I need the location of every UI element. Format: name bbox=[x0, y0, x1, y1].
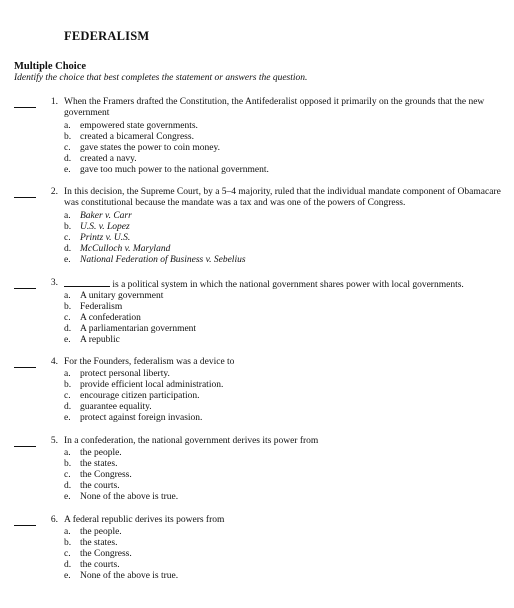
section-heading: Multiple Choice bbox=[14, 61, 87, 72]
choice-letter: c. bbox=[64, 233, 71, 243]
choice-letter: a. bbox=[64, 527, 71, 537]
choice-a bbox=[64, 369, 502, 380]
choice-e bbox=[64, 492, 502, 503]
choice-d bbox=[64, 324, 502, 335]
choice-text: guarantee equality. bbox=[80, 402, 152, 412]
choice-text: created a navy. bbox=[80, 154, 137, 164]
choice-text: A republic bbox=[80, 335, 120, 345]
choice-a bbox=[64, 291, 502, 302]
choice-list bbox=[64, 448, 502, 503]
question-number: 6. bbox=[50, 515, 58, 525]
answer-blank[interactable] bbox=[14, 446, 36, 447]
choice-letter: c. bbox=[64, 313, 71, 323]
choice-letter: b. bbox=[64, 538, 72, 548]
choice-text: A confederation bbox=[80, 313, 141, 323]
question-stem bbox=[64, 278, 502, 291]
choice-c bbox=[64, 549, 502, 560]
question-stem-text: is a political system in which the national government shares power with local governments. bbox=[112, 280, 464, 290]
choice-text: National Federation of Business v. Sebelius bbox=[80, 255, 246, 265]
choice-text: the Congress. bbox=[80, 470, 132, 480]
question-stem: In this decision, the Supreme Court, by a 5–4 majority, ruled that the individual mandate component of Obamacare was constitutional because the mandate was a tax and was one of the powers of Congress. bbox=[64, 187, 501, 208]
choice-c bbox=[64, 143, 502, 154]
choice-letter: a. bbox=[64, 369, 71, 379]
answer-blank[interactable] bbox=[14, 107, 36, 108]
question-stem: For the Founders, federalism was a device to bbox=[64, 357, 235, 367]
question-number: 4. bbox=[50, 357, 58, 367]
choice-text: the states. bbox=[80, 459, 118, 469]
choice-e bbox=[64, 413, 502, 424]
choice-c bbox=[64, 233, 502, 244]
choice-a bbox=[64, 121, 502, 132]
choice-a bbox=[64, 211, 502, 222]
choice-list bbox=[64, 211, 502, 266]
choice-text: McCulloch v. Maryland bbox=[80, 244, 171, 254]
answer-blank[interactable] bbox=[14, 197, 36, 198]
answer-blank[interactable] bbox=[14, 525, 36, 526]
choice-letter: b. bbox=[64, 132, 72, 142]
choice-letter: c. bbox=[64, 391, 71, 401]
choice-letter: c. bbox=[64, 143, 71, 153]
choice-text: the people. bbox=[80, 527, 122, 537]
choice-c bbox=[64, 391, 502, 402]
choice-letter: a. bbox=[64, 121, 71, 131]
choice-b bbox=[64, 222, 502, 233]
choice-text: created a bicameral Congress. bbox=[80, 132, 194, 142]
choice-b bbox=[64, 538, 502, 549]
choice-d bbox=[64, 244, 502, 255]
choice-letter: c. bbox=[64, 470, 71, 480]
choice-text: A unitary government bbox=[80, 291, 164, 301]
choice-text: gave too much power to the national government. bbox=[80, 165, 269, 175]
choice-a bbox=[64, 448, 502, 459]
choice-d bbox=[64, 402, 502, 413]
question-stem: When the Framers drafted the Constitution, the Antifederalist opposed it primarily on the grounds that the new government bbox=[64, 97, 485, 118]
answer-blank[interactable] bbox=[14, 367, 36, 368]
choice-letter: d. bbox=[64, 244, 72, 254]
choice-letter: d. bbox=[64, 481, 72, 491]
choice-d bbox=[64, 154, 502, 165]
choice-letter: e. bbox=[64, 413, 71, 423]
page-title: FEDERALISM bbox=[64, 29, 150, 43]
choice-letter: a. bbox=[64, 211, 71, 221]
choice-letter: b. bbox=[64, 380, 72, 390]
choice-text: None of the above is true. bbox=[80, 492, 179, 502]
choice-text: the people. bbox=[80, 448, 122, 458]
choice-letter: d. bbox=[64, 560, 72, 570]
choice-e bbox=[64, 165, 502, 176]
choice-c bbox=[64, 470, 502, 481]
choice-text: gave states the power to coin money. bbox=[80, 143, 220, 153]
choice-letter: e. bbox=[64, 165, 71, 175]
choice-text: empowered state governments. bbox=[80, 121, 198, 131]
choice-text: Federalism bbox=[80, 302, 123, 312]
choice-text: the courts. bbox=[80, 560, 120, 570]
choice-text: None of the above is true. bbox=[80, 571, 179, 581]
choice-list bbox=[64, 291, 502, 346]
question-number: 2. bbox=[50, 187, 58, 197]
choice-list bbox=[64, 527, 502, 582]
choice-text: the courts. bbox=[80, 481, 120, 491]
choice-letter: e. bbox=[64, 571, 71, 581]
choice-b bbox=[64, 459, 502, 470]
choice-text: Printz v. U.S. bbox=[80, 233, 131, 243]
choice-text: protect against foreign invasion. bbox=[80, 413, 203, 423]
choice-list bbox=[64, 369, 502, 424]
choice-letter: e. bbox=[64, 255, 71, 265]
choice-letter: d. bbox=[64, 324, 72, 334]
choice-b bbox=[64, 380, 502, 391]
answer-blank[interactable] bbox=[14, 288, 36, 289]
fill-in-blank[interactable] bbox=[64, 278, 110, 287]
question-stem: A federal republic derives its powers from bbox=[64, 515, 225, 525]
choice-b bbox=[64, 302, 502, 313]
choice-a bbox=[64, 527, 502, 538]
question-number: 1. bbox=[50, 97, 58, 107]
choice-e bbox=[64, 335, 502, 346]
choice-letter: e. bbox=[64, 492, 71, 502]
choice-list bbox=[64, 121, 502, 176]
choice-text: Baker v. Carr bbox=[80, 211, 132, 221]
choice-text: U.S. v. Lopez bbox=[80, 222, 130, 232]
section-instructions: Identify the choice that best completes the statement or answers the question. bbox=[14, 73, 308, 83]
choice-letter: d. bbox=[64, 154, 72, 164]
choice-d bbox=[64, 481, 502, 492]
question-number: 5. bbox=[50, 436, 58, 446]
choice-letter: a. bbox=[64, 448, 71, 458]
choice-b bbox=[64, 132, 502, 143]
choice-letter: b. bbox=[64, 302, 72, 312]
choice-letter: e. bbox=[64, 335, 71, 345]
choice-text: provide efficient local administration. bbox=[80, 380, 224, 390]
choice-letter: a. bbox=[64, 291, 71, 301]
choice-text: protect personal liberty. bbox=[80, 369, 170, 379]
choice-letter: b. bbox=[64, 459, 72, 469]
choice-letter: c. bbox=[64, 549, 71, 559]
choice-d bbox=[64, 560, 502, 571]
choice-text: encourage citizen participation. bbox=[80, 391, 200, 401]
choice-c bbox=[64, 313, 502, 324]
question-stem: In a confederation, the national government derives its power from bbox=[64, 436, 319, 446]
choice-text: A parliamentarian government bbox=[80, 324, 197, 334]
question-number: 3. bbox=[50, 278, 58, 288]
choice-letter: b. bbox=[64, 222, 72, 232]
choice-e bbox=[64, 571, 502, 582]
choice-letter: d. bbox=[64, 402, 72, 412]
choice-text: the states. bbox=[80, 538, 118, 548]
choice-e bbox=[64, 255, 502, 266]
choice-text: the Congress. bbox=[80, 549, 132, 559]
